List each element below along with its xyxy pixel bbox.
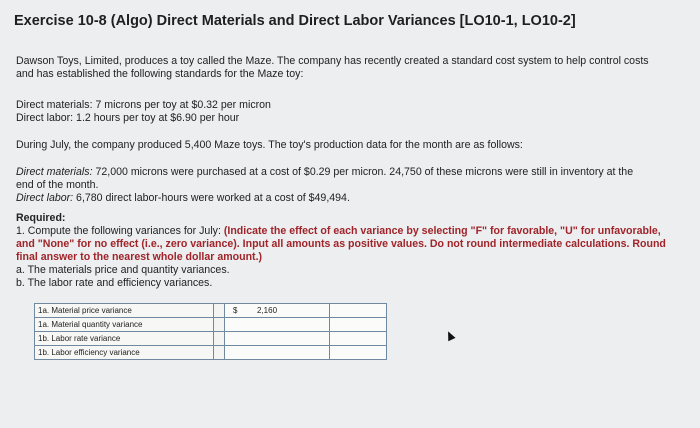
required-a: a. The materials price and quantity variances. bbox=[16, 264, 230, 276]
currency-symbol: $ bbox=[233, 306, 238, 315]
table-row bbox=[35, 346, 387, 360]
required-instructions-3: final answer to the nearest whole dollar amount.) bbox=[16, 251, 263, 263]
variance-amount-input[interactable] bbox=[225, 304, 330, 318]
production-intro: During July, the company produced 5,400 Maze toys. The toy's production data for the month are as follows: bbox=[16, 139, 523, 151]
variance-amount-input[interactable] bbox=[225, 332, 330, 346]
effect-select[interactable] bbox=[330, 346, 387, 360]
required-instructions: (Indicate the effect of each variance by selecting "F" for favorable, "U" for unfavorable, bbox=[223, 225, 661, 237]
materials-text-cont: end of the month. bbox=[16, 179, 99, 191]
table-row bbox=[35, 332, 387, 346]
labor-label: Direct labor: bbox=[16, 192, 74, 204]
spacer-cell bbox=[214, 332, 225, 346]
variance-amount-input[interactable] bbox=[225, 318, 330, 332]
required-section bbox=[16, 212, 688, 290]
variance-label: 1b. Labor efficiency variance bbox=[35, 346, 214, 360]
amount-value: 2,160 bbox=[257, 306, 278, 315]
intro-paragraph bbox=[16, 55, 700, 81]
effect-select[interactable] bbox=[330, 304, 387, 318]
intro-line: and has established the following standards for the Maze toy: bbox=[16, 68, 304, 80]
exercise-title: Exercise 10-8 (Algo) Direct Materials and Direct Labor Variances [LO10-1, LO10-2] bbox=[14, 13, 576, 29]
variance-table bbox=[34, 303, 387, 360]
required-heading: Required: bbox=[16, 212, 66, 224]
standards-list bbox=[16, 99, 271, 125]
labor-text: 6,780 direct labor-hours were worked at a cost of $49,494. bbox=[73, 192, 350, 204]
spacer-cell bbox=[214, 346, 225, 360]
labor-data bbox=[16, 192, 686, 205]
effect-select[interactable] bbox=[330, 332, 387, 346]
materials-text: 72,000 microns were purchased at a cost of $0.29 per micron. 24,750 of these microns were still in inventory at the bbox=[92, 166, 634, 178]
required-plain: 1. Compute the following variances for July: bbox=[16, 225, 224, 237]
effect-select[interactable] bbox=[330, 318, 387, 332]
standard-labor: Direct labor: 1.2 hours per toy at $6.90 per hour bbox=[16, 112, 240, 124]
mouse-cursor-icon bbox=[444, 330, 455, 342]
required-line-1 bbox=[16, 225, 688, 238]
variance-label: 1b. Labor rate variance bbox=[35, 332, 214, 346]
materials-label: Direct materials: bbox=[16, 166, 93, 178]
production-data bbox=[16, 166, 686, 205]
required-b: b. The labor rate and efficiency variances. bbox=[16, 277, 213, 289]
variance-label: 1a. Material quantity variance bbox=[35, 318, 214, 332]
spacer-cell bbox=[214, 318, 225, 332]
table-row bbox=[35, 304, 387, 318]
variance-amount-input[interactable] bbox=[225, 346, 330, 360]
table-row bbox=[35, 318, 387, 332]
materials-data bbox=[16, 166, 686, 179]
spacer-cell bbox=[214, 304, 225, 318]
required-instructions-2: and "None" for no effect (i.e., zero variance). Input all amounts as positive values. Do not round intermediate calculations. Round bbox=[16, 238, 666, 250]
standard-materials: Direct materials: 7 microns per toy at $0.32 per micron bbox=[16, 99, 271, 111]
intro-line: Dawson Toys, Limited, produces a toy called the Maze. The company has recently created a standard cost system to help control costs bbox=[16, 55, 649, 67]
variance-label: 1a. Material price variance bbox=[35, 304, 214, 318]
